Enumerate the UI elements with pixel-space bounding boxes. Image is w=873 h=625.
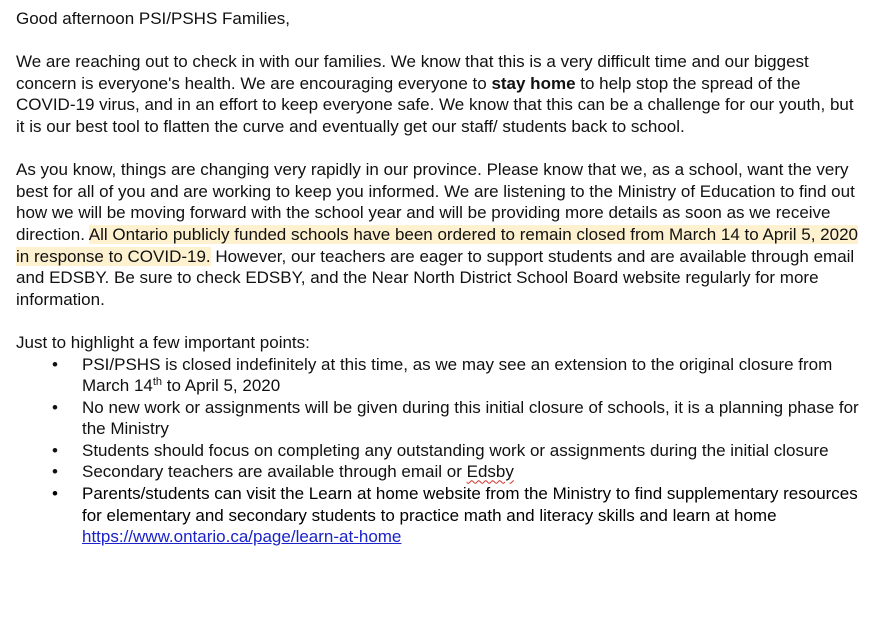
bullet-icon: •	[52, 440, 58, 460]
list-item	[16, 440, 863, 462]
bullet-icon: •	[52, 462, 58, 482]
list-item	[16, 483, 863, 548]
bullet-icon: •	[52, 397, 58, 417]
list-item	[16, 354, 863, 397]
important-points-list	[16, 354, 863, 548]
bullet-icon: •	[52, 484, 58, 504]
paragraph-updates-text-1: As you know, things are changing very rapidly in our province. Please know that we, as a school, want the very best for all of you and are working to keep you informed. We are listening to the Ministry of Education to find out how we will be moving forward with the school year and will be providing more details as soon as we receive direction.	[16, 160, 855, 244]
point-1-text-1: PSI/PSHS is closed indefinitely at this time, as we may see an extension to the original closure from March 14	[82, 354, 833, 396]
point-3-text: Students should focus on completing any outstanding work or assignments during the initial closure	[82, 440, 829, 460]
stay-home-emphasis: stay home	[491, 73, 576, 93]
paragraph-updates-text-2: However, our teachers are eager to support students and are available through email and EDSBY. Be sure to check EDSBY, and the Near North District School Board website regularly for more information.	[16, 246, 855, 309]
paragraph-check-in	[16, 51, 863, 137]
learn-at-home-link[interactable]: https://www.ontario.ca/page/learn-at-home	[82, 527, 402, 547]
point-1-text-2: to April 5, 2020	[162, 376, 281, 396]
closure-highlight: All Ontario publicly funded schools have been ordered to remain closed from March 14 to April 5, 2020 in response to COVID-19.	[16, 224, 858, 266]
point-4-text: Secondary teachers are available through email or	[82, 462, 467, 482]
list-item	[16, 461, 863, 483]
greeting: Good afternoon PSI/PSHS Families,	[16, 9, 291, 28]
paragraph-check-in-text-1: We are reaching out to check in with our families. We know that this is a very difficult time and our biggest concern is everyone's health. We are encouraging everyone to	[16, 52, 809, 93]
point-1-superscript: th	[152, 376, 163, 389]
highlights-intro: Just to highlight a few important points:	[16, 332, 310, 352]
point-5-text: Parents/students can visit the Learn at home website from the Ministry to find supplementary resources for elementary and secondary students to practice math and literacy skills and learn at home	[82, 484, 858, 525]
paragraph-updates	[16, 159, 863, 310]
spellcheck-word: Edsby	[466, 462, 514, 482]
point-2-text: No new work or assignments will be given during this initial closure of schools, it is a planning phase for the Ministry	[82, 397, 859, 439]
list-item	[16, 397, 863, 440]
paragraph-check-in-text-2: to help stop the spread of the COVID-19 virus, and in an effort to keep everyone safe. We know that this can be a challenge for our youth, but it is our best tool to flatten the curve and eventually get our staff/ students back to school.	[16, 73, 854, 136]
bullet-icon: •	[52, 354, 58, 374]
